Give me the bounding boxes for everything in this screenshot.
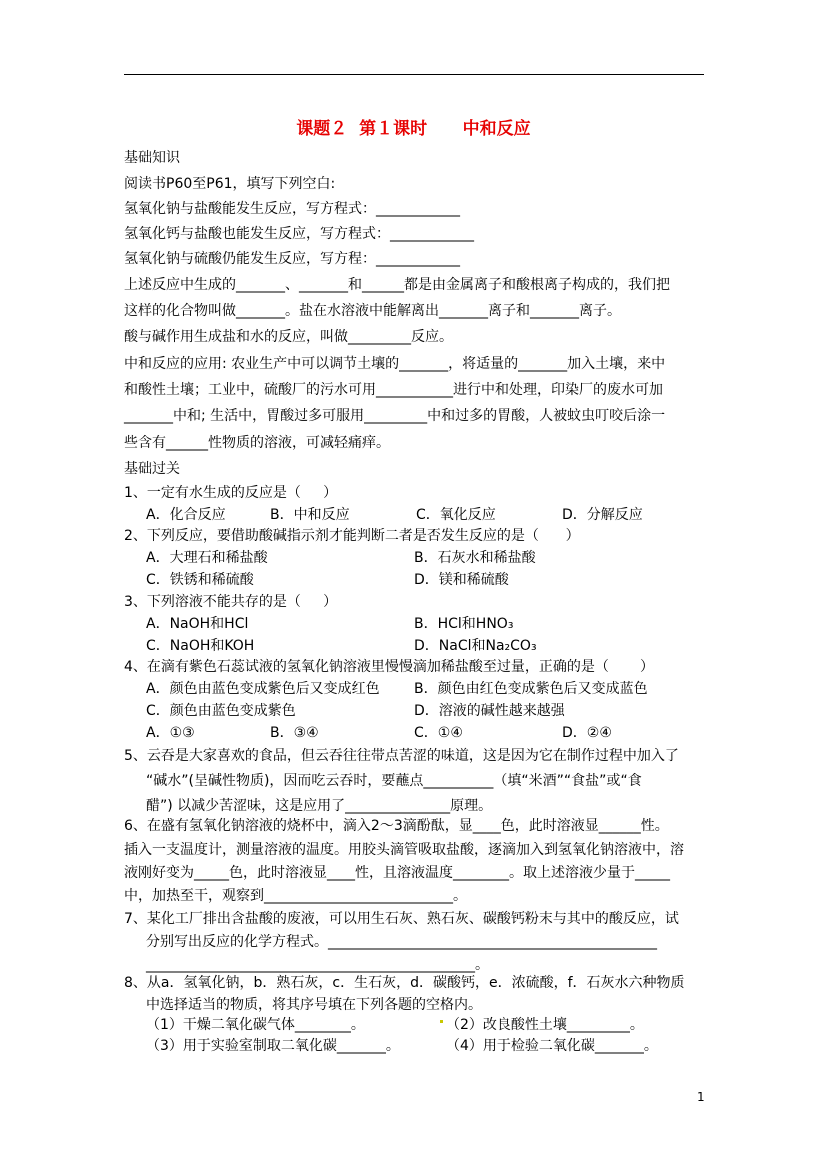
option: C．NaOH和KOH	[146, 638, 255, 654]
option: D．NaCl和Na₂CO₃	[414, 638, 537, 654]
option: B．③④	[270, 725, 319, 741]
option: C．①④	[414, 725, 463, 741]
question-8-item: （1）干燥二氧化碳气体________。	[146, 1017, 365, 1033]
statement: D．溶液的碱性越来越强	[414, 703, 565, 719]
question-8-item: （3）用于实验室制取二氧化碳_______。	[146, 1038, 400, 1054]
option: D．分解反应	[562, 507, 643, 523]
question-8-line: 8、从a．氢氧化钠，b．熟石灰，c．生石灰，d．碳酸钙，e．浓硫酸，f．石灰水六种物质	[124, 975, 685, 991]
page-number: 1	[697, 1090, 705, 1104]
option: A．①③	[146, 725, 195, 741]
text-line: 酸与碱作用生成盐和水的反应，叫做_________反应。	[124, 329, 453, 345]
text-line: 阅读书P60至P61，填写下列空白:	[124, 176, 336, 192]
question-6-line: 插入一支温度计，测量溶液的温度。用胶头滴管吸取盐酸，逐滴加入到氢氧化钠溶液中，溶	[124, 842, 684, 858]
question-8-item: （2）改良酸性土壤_________。	[446, 1017, 644, 1033]
question-8-item: （4）用于检验二氧化碳_______。	[446, 1038, 658, 1054]
question-7-line: 7、某化工厂排出含盐酸的废液，可以用生石灰、熟石灰、碳酸钙粉末与其中的酸反应，试	[124, 911, 679, 927]
text-line: 上述反应中生成的_______、_______和______都是由金属离子和酸根离子构成的，我们把	[124, 277, 670, 293]
question-8-line: 中选择适当的物质，将其序号填在下列各题的空格内。	[146, 997, 482, 1013]
question-1-stem: 1、一定有水生成的反应是（ ）	[124, 485, 338, 501]
option: B．石灰水和稀盐酸	[414, 550, 536, 566]
option: D．②④	[562, 725, 612, 741]
text-line: 氢氧化钠与盐酸能发生反应，写方程式：____________	[124, 201, 460, 217]
stray-mark	[440, 1020, 443, 1023]
question-5-line: “碱水”(呈碱性物质)，因而吃云吞时，要蘸点__________（填“米酒”“食盐”或“食	[146, 773, 642, 789]
question-4-stem: 4、在滴有紫色石蕊试液的氢氧化钠溶液里慢慢滴加稀盐酸至过量，正确的是（ ）	[124, 659, 655, 675]
question-5-line: 5、云吞是大家喜欢的食品，但云吞往往带点苦涩的味道，这是因为它在制作过程中加入了	[124, 748, 679, 764]
statement: A．颜色由蓝色变成紫色后又变成红色	[146, 681, 380, 697]
text-line: 氢氧化钙与盐酸也能发生反应，写方程式：____________	[124, 226, 474, 242]
question-3-stem: 3、下列溶液不能共存的是（ ）	[124, 594, 338, 610]
question-7-line: _______________________________________________。	[146, 957, 489, 973]
text-line: 中和反应的应用: 农业生产中可以调节土壤的_______，将适量的_______加入土壤，来中	[124, 356, 666, 372]
option: A．大理石和稀盐酸	[146, 550, 268, 566]
header-rule	[124, 74, 704, 75]
option: C．氧化反应	[416, 507, 496, 523]
question-5-line: 醋”) 以减少苦涩味，这是应用了_______________原理。	[146, 798, 493, 814]
section-heading-practice: 基础过关	[124, 461, 180, 477]
option: A．NaOH和HCl	[146, 616, 249, 632]
question-2-stem: 2、下列反应，要借助酸碱指示剂才能判断二者是否发生反应的是（ ）	[124, 528, 580, 544]
option: B．中和反应	[270, 507, 350, 523]
text-line: _______中和; 生活中，胃酸过多可服用_________中和过多的胃酸，人被蚊虫叮咬后涂一	[124, 408, 666, 424]
question-6-line: 中，加热至干，观察到___________________________。	[124, 888, 467, 904]
text-line: 和酸性土壤；工业中，硫酸厂的污水可用___________进行中和处理，印染厂的废水可加	[124, 382, 663, 398]
option: B．HCl和HNO₃	[414, 616, 514, 632]
text-line: 些含有______性物质的溶液，可减轻痛痒。	[124, 435, 390, 451]
option: A．化合反应	[146, 507, 226, 523]
option: C．铁锈和稀硫酸	[146, 572, 254, 588]
section-heading-basics: 基础知识	[124, 150, 180, 166]
statement: B．颜色由红色变成紫色后又变成蓝色	[414, 681, 648, 697]
question-7-line: 分别写出反应的化学方程式。_______________________________________________	[146, 934, 657, 950]
page-title: 课题２ 第１课时 中和反应	[296, 119, 531, 139]
text-line: 氢氧化钠与硫酸仍能发生反应，写方程：____________	[124, 251, 460, 267]
statement: C．颜色由蓝色变成紫色	[146, 703, 296, 719]
text-line: 这样的化合物叫做_______。盐在水溶液中能解离出_______离子和_______离子。	[124, 303, 621, 319]
question-6-line: 6、在盛有氢氧化钠溶液的烧杯中，滴入2～3滴酚酞，显____色，此时溶液显______性。	[124, 818, 669, 834]
question-6-line: 液刚好变为_____色，此时溶液显____性，且溶液温度________。取上述溶液少量于_____	[124, 865, 670, 881]
option: D．镁和稀硫酸	[414, 572, 509, 588]
